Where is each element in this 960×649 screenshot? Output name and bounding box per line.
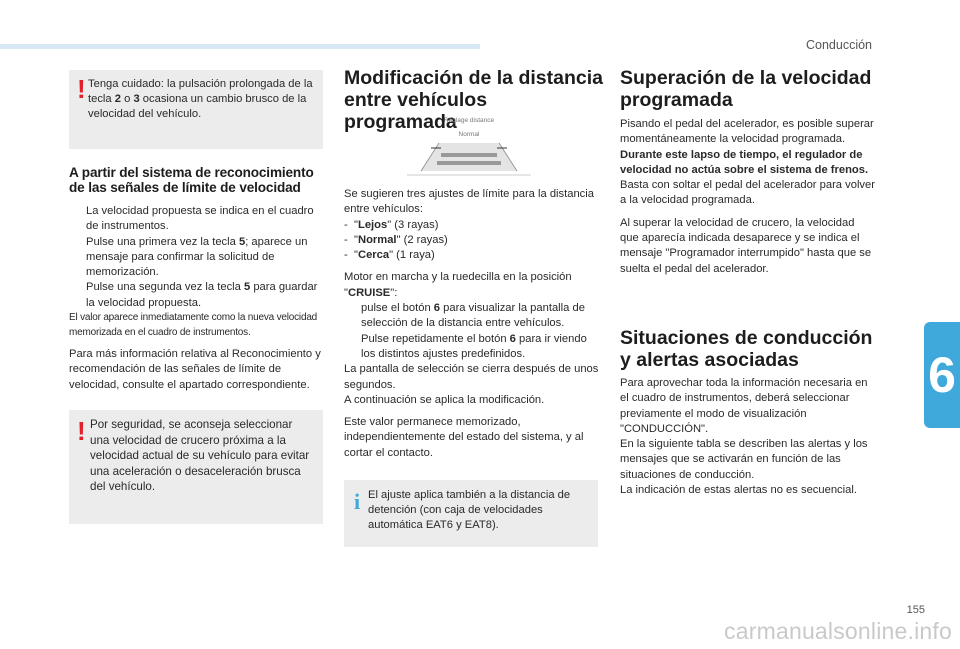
heading-driving-situations: Situaciones de conducción y alertas asociadas [620, 327, 873, 371]
situations-paragraph: En la siguiente tabla se describen las alertas y los mensajes que se activarán en función de las situaciones de conducción. [620, 438, 868, 481]
list-item: Pulse repetidamente el botón 6 para ir viendo los distintos ajustes predefinidos. [361, 332, 587, 360]
warning-icon: ! [77, 74, 86, 104]
speed-sign-steps [69, 204, 323, 393]
distance-bar [437, 161, 501, 165]
warning-note-safety [69, 410, 323, 524]
distance-bar [441, 153, 497, 157]
exceed-paragraph: Pisando el pedal del acelerador, es posible superar momentáneamente la velocidad programada. [620, 118, 874, 146]
exceed-message-paragraph: Al superar la velocidad de crucero, la velocidad que aparecía indicada desaparece y se indica el mensaje "Programador interrumpido" hasta que se suelta el pedal del acelerador. [620, 216, 872, 275]
list-item: La velocidad propuesta se indica en el cuadro de instrumentos. [86, 205, 314, 233]
info-text: El ajuste aplica también a la distancia de detención (con caja de velocidades automática EAT6 y EAT8). [368, 489, 571, 532]
exceed-paragraph-end: Basta con soltar el pedal del acelerador para volver a la velocidad programada. [620, 179, 875, 207]
exceed-speed-content [620, 117, 876, 277]
section-title: Conducción [805, 38, 872, 52]
watermark: carmanualsonline.info [724, 618, 952, 644]
list-item: pulse el botón 6 para visualizar la pantalla de selección de la distancia entre vehículos. [361, 302, 585, 330]
warning-text: Por seguridad, se aconseja seleccionar una velocidad de crucero próxima a la velocidad actual de su vehículo para evitar una aceleración o desaceleración brusca del vehículo. [90, 418, 310, 494]
info-note-eat [344, 480, 598, 547]
screen-closes-text: La pantalla de selección se cierra después de unos segundos. [344, 363, 599, 391]
heading-speed-sign-recognition: A partir del sistema de reconocimiento de las señales de límite de velocidad [69, 165, 314, 195]
display-title: Réglage distance [443, 117, 495, 124]
exceed-paragraph-bold: Durante este lapso de tiempo, el regulador de velocidad no actúa sobre el sistema de frenos. [620, 148, 869, 176]
value-memorized-text: Este valor permanece memorizado, independientemente del estado del sistema, y al cortar el contacto. [344, 416, 584, 459]
chapter-tab[interactable]: 6 [924, 322, 960, 428]
list-item: - "Lejos" (3 rayas) [344, 218, 439, 231]
info-icon: i [354, 489, 361, 514]
engine-condition: Motor en marcha y la ruedecilla en la posición "CRUISE": [344, 271, 572, 299]
heading-exceed-speed: Superación de la velocidad programada [620, 67, 872, 111]
situations-paragraph: Para aprovechar toda la información necesaria en el cuadro de instrumentos, deberá seleccionar previamente el modo de visualización "CONDUCCIÓN". [620, 377, 868, 435]
header-bar [0, 44, 480, 49]
situations-paragraph: La indicación de estas alertas no es secuencial. [620, 484, 857, 497]
list-item: Pulse una primera vez la tecla 5; aparece un mensaje para confirmar la solicitud de memorización. [86, 235, 308, 279]
distance-setting-display [399, 113, 539, 183]
distance-intro: Se sugieren tres ajustes de límite para la distancia entre vehículos: [344, 188, 594, 216]
more-info-paragraph: Para más información relativa al Reconocimiento y recomendación de las señales de límite de velocidad, consulte el apartado correspondiente. [69, 348, 321, 391]
list-item: - "Cerca" (1 raya) [344, 249, 435, 262]
distance-content [344, 187, 604, 461]
page-number: 155 [906, 604, 925, 616]
display-value: Normal [458, 131, 480, 138]
warning-note-long-press [69, 70, 323, 149]
warning-icon: ! [77, 416, 86, 446]
modification-applied-text: A continuación se aplica la modificación. [344, 393, 545, 406]
memorized-note: El valor aparece inmediatamente como la nueva velocidad memorizada en el cuadro de instrumentos. [69, 312, 318, 338]
driving-situations-content [620, 376, 876, 498]
heading-distance-modification: Modificación de la distancia entre vehículos programada [344, 67, 603, 133]
list-item: Pulse una segunda vez la tecla 5 para guardar la velocidad propuesta. [86, 281, 318, 309]
list-item: - "Normal" (2 rayas) [344, 233, 448, 246]
warning-text: Tenga cuidado: la pulsación prolongada de la tecla 2 o 3 ocasiona un cambio brusco de la velocidad del vehículo. [88, 78, 313, 121]
